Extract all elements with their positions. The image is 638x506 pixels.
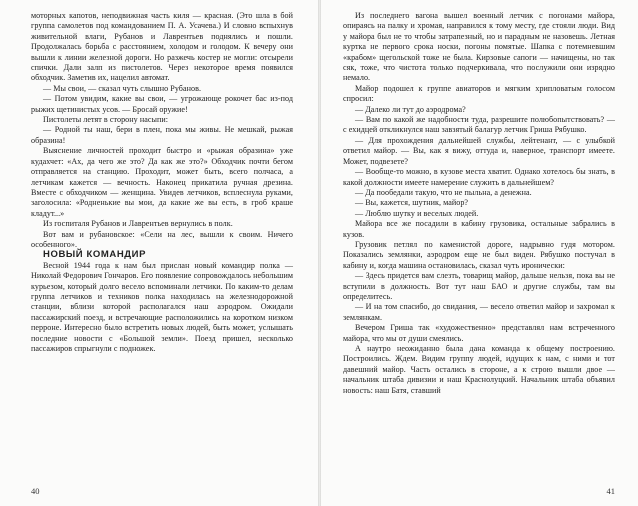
paragraph: Майор подошел к группе авиаторов и мягким хрипловатым голосом спросил:: [343, 83, 615, 104]
dialog-line: — Вам по какой же надобности туда, разрешите полюбопытствовать? — с ехидцей откликнулся наш завзятый балагур летчик Гриша Рябушко.: [343, 115, 615, 135]
dialog-line: — Вы, кажется, шутник, майор?: [355, 198, 469, 208]
left-page: [0, 0, 318, 506]
dialog-line: — Родной ты наш, бери в плен, пока мы живы. Не мешкай, рыжая образина!: [31, 125, 293, 145]
paragraph: Вот вам и рубановское: «Сели на лес, вышли к своим. Ничего особенного».: [31, 229, 293, 249]
right-page-text: [343, 11, 615, 396]
dialog-line: — Да пообедали такую, что не пыльна, а денежна.: [355, 187, 532, 197]
chapter-heading: НОВЫЙ КОМАНДИР: [43, 249, 147, 261]
paragraph: Вечером Гриша так «художественно» представлял нам встреченного майора, что мы от души смеялись.: [343, 323, 615, 343]
paragraph: А наутро неожиданно была дана команда к общему построению. Построились. Ждем. Видим группу людей, идущих к нам, с ними и тот давешний майор. Часть остались в стороне, а к строю вышли двое — начальник штаба дивизии и наш Краснолуцкий. Начальник штаба объявил новость: наш Батя, ставший: [343, 344, 615, 395]
paragraph: Весной 1944 года к нам был прислан новый командир полка — Николай Федорович Гончаров. Его появление сопровождалось небольшим курьезом, который долго весело вспоминали летчики. По каким-то делам группа летчиков и техников полка находилась на железнодорожной станции, вблизи которой располагался наш аэродром. Ожидали пассажирский поезд, и встречающие расположились на коротком низком перроне. Интересно было встретить новых людей, быть может, услышать последние новости с «Большой земли». Поезд пришел, несколько пассажиров спрыгнули с подножек.: [31, 260, 293, 353]
dialog-line: — И на том спасибо, до свидания, — весело ответил майор и захромал к землянкам.: [343, 302, 615, 322]
page-number: 41: [606, 486, 615, 496]
paragraph: Выяснение личностей проходит быстро и «рыжая образина» уже кудахчет: «Ах, да чего же это? Да как же это?» Обходчик почти бегом отправляется на станцию. Проходит, может быть, всего полчаса, а летчикам кажется — вечность. Наконец прикатила ручная дрезина. Вместе с обходчиком — женщина. Увидев летчиков, всплеснула руками, заголосила: «Родненькие вы мои, да какие же вы есть, в гроб краше кладут...»: [31, 146, 293, 218]
paragraph: Майора все же посадили в кабину грузовика, остальные забрались в кузов.: [343, 219, 615, 239]
paragraph: моторных капотов, неподвижная часть киля — красная. (Это шла в бой группа самолетов под командованием П. А. Усачева.) И словно вспыхнув живительной влаги, Рубанов и Лаврентьев поднялись и пошли. Продолжалась борьба с расстоянием, холодом и голодом. К вечеру они вышли к линии железной дороги. Но разжечь костер не могли: отсырели спички. Дали залп из пистолетов. Через некоторое время появился обходчик. Заметив их, нацелил автомат.: [31, 11, 293, 83]
dialog-line: — Вообще-то можно, в кузове места хватит. Однако хотелось бы знать, в какой должности имеете намерение служить в дальнейшем?: [343, 167, 615, 187]
dialog-line: — Далеко ли тут до аэродрома?: [355, 104, 466, 114]
paragraph: Из последнего вагона вышел военный летчик с погонами майора, опираясь на палку и хромая, направился к тому месту, где стояли люди. Вид у майора был не то чтобы затрапезный, но и парадным не назовешь. Летная куртка не первого срока носки, погоны помятые. Шапка с потемневшим «крабом» щегольской тоже не была. Кирзовые сапоги — начищены, но так сяк, тоже, что чистота только подчеркивала, что послужили они изрядно немало.: [343, 11, 615, 83]
dialog-line: — Для прохождения дальнейшей службы, лейтенант, — с улыбкой ответил майор. — Вы, как я вижу, оттуда и, наверное, транспорт имеете. Может, подвезете?: [343, 135, 615, 166]
left-page-text: [31, 11, 293, 354]
dialog-line: — Люблю шутку и веселых людей.: [355, 208, 479, 218]
right-page: [321, 0, 638, 506]
paragraph: Пистолеты летят в сторону насыпи:: [43, 115, 169, 125]
dialog-line: — Здесь придется вам слезть, товарищ майор, дальше нельзя, пока вы не вступили в должность. Вот тут наш БАО и другие службы, там вы определитесь.: [343, 271, 615, 301]
paragraph: Грузовик петлял по каменистой дороге, надрывно гудя мотором. Показались землянки, аэродром еще не был виден. Рябушко постучал в кабину и, когда машина остановилась, сказал чуть иронически:: [343, 239, 615, 270]
paragraph: Из госпиталя Рубанов и Лаврентьев вернулись в полк.: [43, 219, 233, 229]
page-number: 40: [31, 486, 40, 496]
dialog-line: — Мы свои, — сказал чуть слышно Рубанов.: [43, 83, 202, 93]
dialog-line: — Потом увидим, какие вы свои, — угрожающе рокочет бас из-под рыжих щетинистых усов. — Бросай оружие!: [31, 94, 293, 114]
